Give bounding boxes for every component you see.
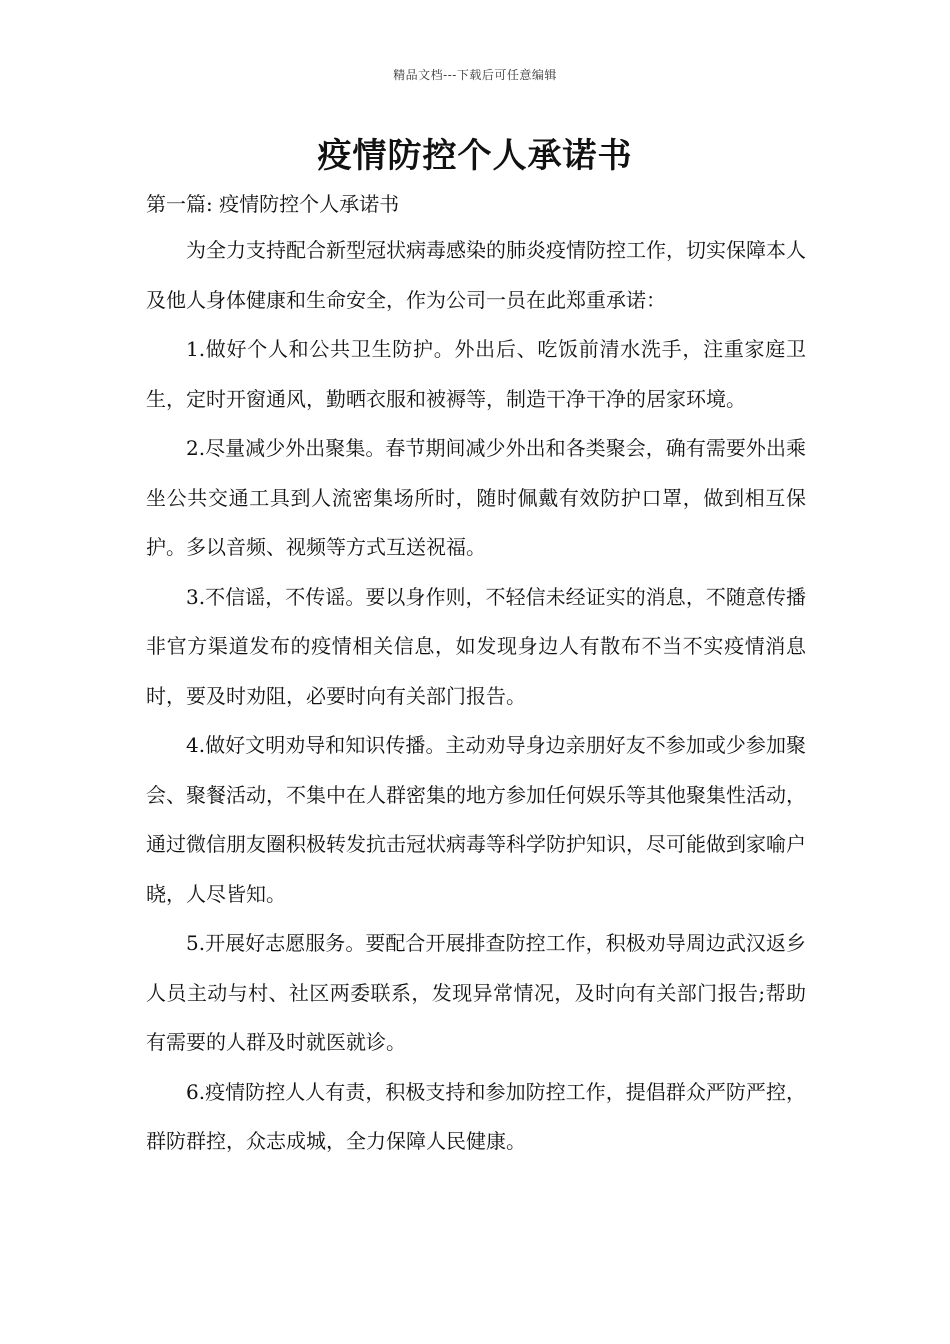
paragraph-item-1: 1.做好个人和公共卫生防护。外出后、吃饭前清水洗手，注重家庭卫生，定时开窗通风，勤晒衣服和被褥等，制造干净干净的居家环境。 xyxy=(146,337,806,411)
section-heading: 第一篇: 疫情防控个人承诺书 xyxy=(146,192,400,216)
paragraph-item-4: 4.做好文明劝导和知识传播。主动劝导身边亲朋好友不参加或少参加聚会、聚餐活动，不集中在人群密集的地方参加任何娱乐等其他聚集性活动，通过微信朋友圈积极转发抗击冠状病毒等科学防护知识，尽可能做到家喻户晓，人尽皆知。 xyxy=(146,733,806,906)
paragraph-item-3: 3.不信谣，不传谣。要以身作则，不轻信未经证实的消息，不随意传播非官方渠道发布的疫情相关信息，如发现身边人有散布不当不实疫情消息时，要及时劝阻，必要时向有关部门报告。 xyxy=(146,584,806,708)
paragraph-item-2: 2.尽量减少外出聚集。春节期间减少外出和各类聚会，确有需要外出乘坐公共交通工具到人流密集场所时，随时佩戴有效防护口罩，做到相互保护。多以音频、视频等方式互送祝福。 xyxy=(146,436,806,559)
header-note: 精品文档---下载后可任意编辑 xyxy=(393,68,557,82)
document-body xyxy=(146,226,806,1167)
paragraph-item-5: 5.开展好志愿服务。要配合开展排查防控工作，积极劝导周边武汉返乡人员主动与村、社区两委联系，发现异常情况，及时向有关部门报告;帮助有需要的人群及时就医就诊。 xyxy=(146,931,806,1054)
paragraph-intro: 为全力支持配合新型冠状病毒感染的肺炎疫情防控工作，切实保障本人及他人身体健康和生命安全，作为公司一员在此郑重承诺： xyxy=(146,238,806,312)
document-title: 疫情防控个人承诺书 xyxy=(317,136,633,176)
paragraph-item-6: 6.疫情防控人人有责，积极支持和参加防控工作，提倡群众严防严控，群防群控，众志成城，全力保障人民健康。 xyxy=(146,1079,806,1153)
